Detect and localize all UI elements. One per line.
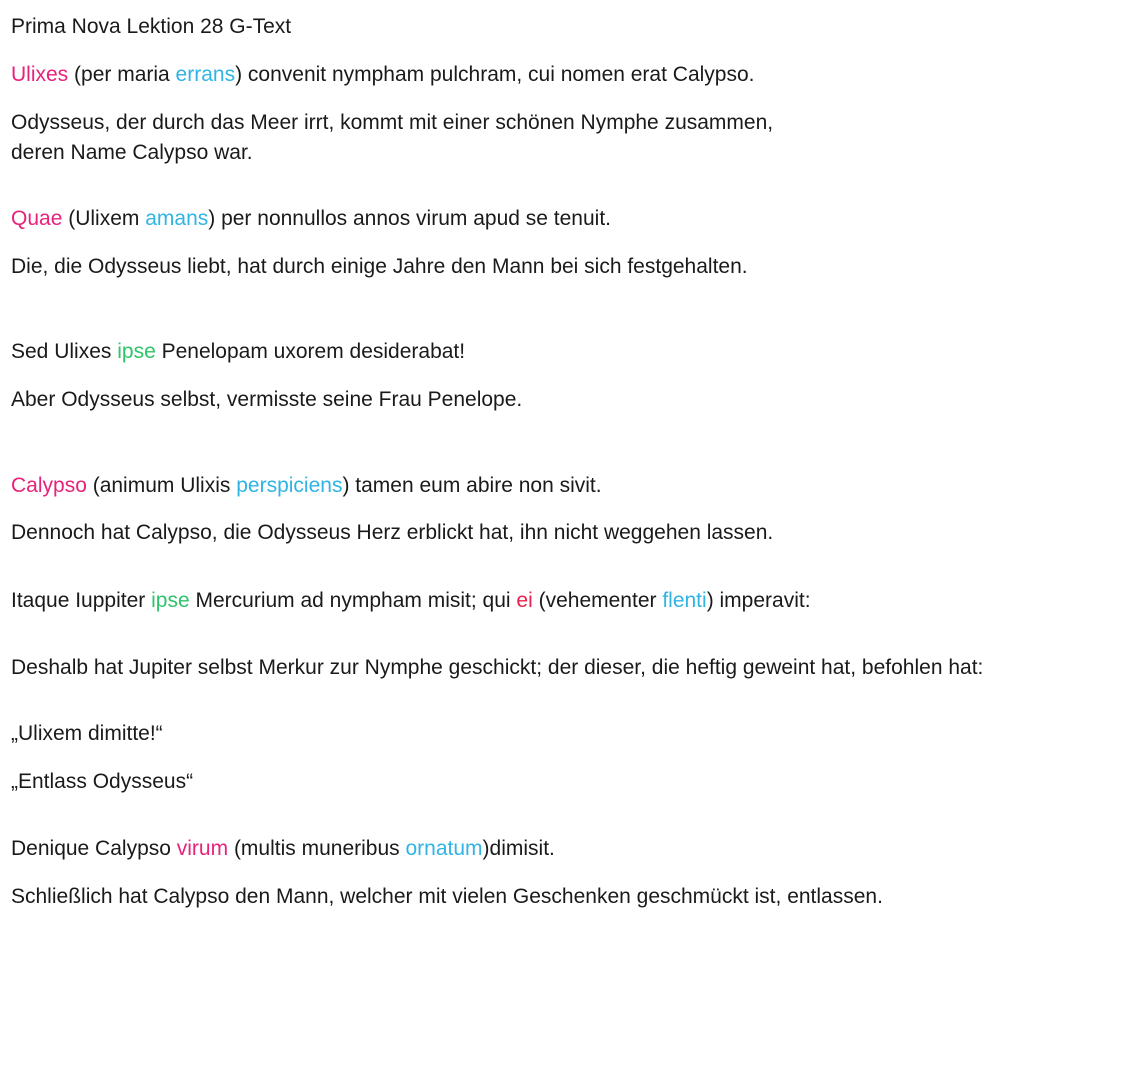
german-translation-2: Die, die Odysseus liebt, hat durch einige Jahre den Mann bei sich festgehalten. — [11, 255, 748, 278]
highlight-dative: ei — [516, 589, 533, 612]
latin-sentence-3 — [11, 337, 465, 367]
text-segment: (animum Ulixis — [86, 474, 237, 497]
highlight-participle: ornatum — [405, 837, 483, 860]
german-translation-6: „Entlass Odysseus“ — [11, 770, 194, 793]
latin-sentence-1 — [11, 60, 754, 90]
text-segment: ) convenit nympham pulchram, cui nomen erat Calypso. — [235, 63, 755, 86]
german-translation-5: Deshalb hat Jupiter selbst Merkur zur Nymphe geschickt; der dieser, die heftig geweint hat, befohlen hat: — [11, 656, 984, 679]
highlight-subject: Ulixes — [11, 63, 69, 86]
highlight-subject: Quae — [11, 207, 63, 230]
text-segment: „Ulixem dimitte!“ — [11, 722, 163, 745]
latin-sentence-4 — [11, 471, 602, 501]
text-segment: ) imperavit: — [706, 589, 811, 612]
latin-sentence-5 — [11, 586, 811, 616]
german-translation-3: Aber Odysseus selbst, vermisste seine Frau Penelope. — [11, 388, 523, 411]
text-segment: (multis muneribus — [228, 837, 406, 860]
highlight-subject: Calypso — [11, 474, 87, 497]
text-segment: Denique Calypso — [11, 837, 177, 860]
german-translation-7: Schließlich hat Calypso den Mann, welcher mit vielen Geschenken geschmückt ist, entlassen. — [11, 885, 883, 908]
highlight-participle: amans — [145, 207, 209, 230]
text-segment: (Ulixem — [62, 207, 146, 230]
latin-sentence-2 — [11, 204, 611, 234]
highlight-pronoun: ipse — [117, 340, 156, 363]
text-segment: ) tamen eum abire non sivit. — [342, 474, 602, 497]
text-segment: (per maria — [68, 63, 176, 86]
highlight-pronoun: ipse — [151, 589, 190, 612]
text-segment: (vehementer — [532, 589, 663, 612]
german-translation-1a: Odysseus, der durch das Meer irrt, kommt mit einer schönen Nymphe zusammen, — [11, 111, 774, 134]
highlight-participle: errans — [175, 63, 236, 86]
text-segment: Sed Ulixes — [11, 340, 118, 363]
text-segment: Mercurium ad nympham misit; qui — [189, 589, 517, 612]
text-segment: )dimisit. — [482, 837, 555, 860]
document-title: Prima Nova Lektion 28 G-Text — [11, 15, 292, 38]
highlight-object: virum — [176, 837, 229, 860]
highlight-participle: perspiciens — [236, 474, 343, 497]
text-segment: Penelopam uxorem desiderabat! — [155, 340, 466, 363]
german-translation-1b: deren Name Calypso war. — [11, 141, 253, 164]
highlight-participle: flenti — [662, 589, 707, 612]
latin-sentence-7 — [11, 834, 555, 864]
latin-sentence-6 — [11, 719, 163, 749]
text-segment: Itaque Iuppiter — [11, 589, 152, 612]
text-segment: ) per nonnullos annos virum apud se tenuit. — [208, 207, 611, 230]
german-translation-4: Dennoch hat Calypso, die Odysseus Herz erblickt hat, ihn nicht weggehen lassen. — [11, 521, 774, 544]
